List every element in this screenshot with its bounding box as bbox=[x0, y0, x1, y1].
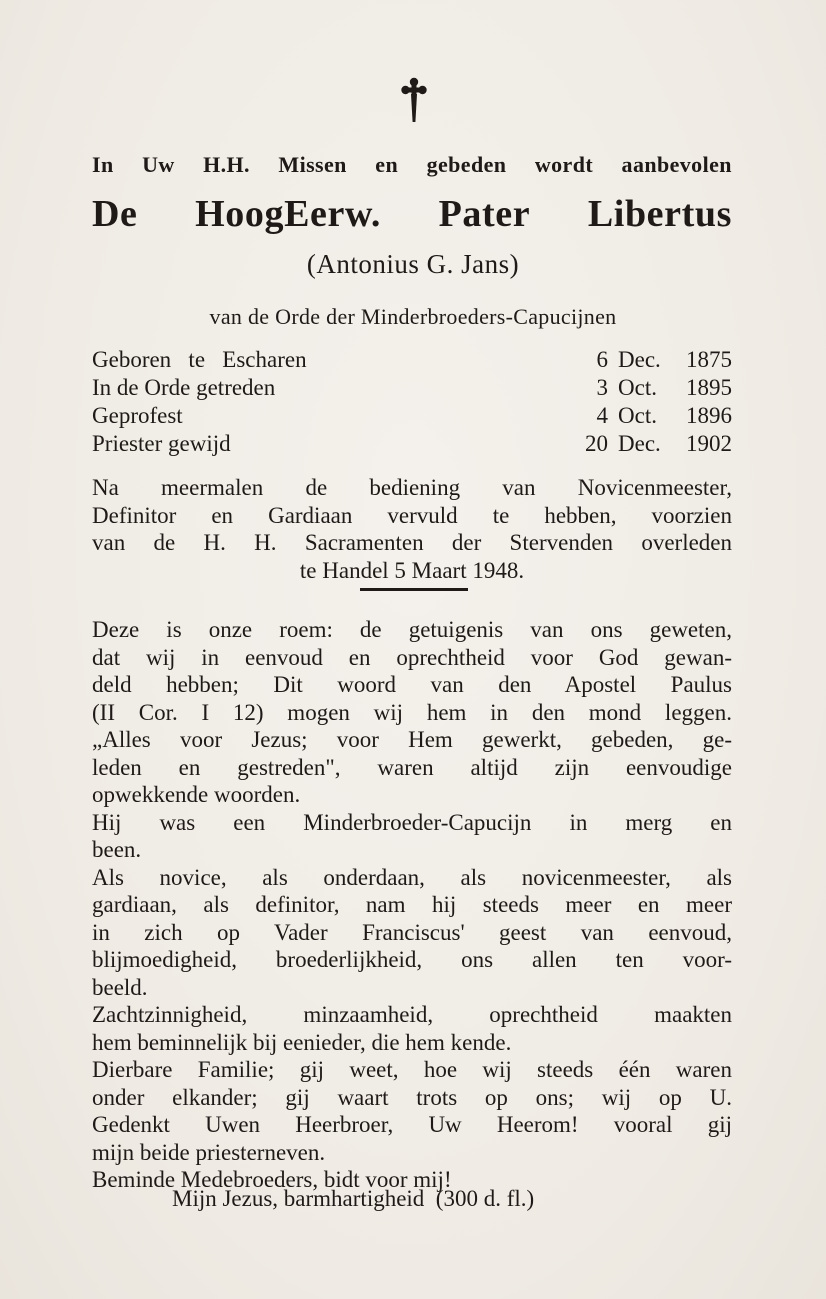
divider-rule bbox=[360, 588, 468, 591]
cross-icon bbox=[397, 76, 431, 126]
date-row bbox=[92, 430, 732, 458]
civil-name: (Antonius G. Jans) bbox=[306, 249, 520, 279]
date-row bbox=[92, 374, 732, 402]
text-line: dat wij in eenvoud en oprechtheid voor God gewan- bbox=[92, 644, 732, 670]
name-word: HoogEerw. bbox=[195, 193, 382, 235]
text-line: „Alles voor Jezus; voor Hem gewerkt, gebeden, ge- bbox=[92, 727, 732, 752]
date-event: Geprofest bbox=[92, 403, 183, 428]
text-line: Dierbare Familie; gij weet, hoe wij steeds één waren bbox=[92, 1057, 732, 1082]
intro-line bbox=[92, 152, 732, 178]
text-line: gardiaan, als definitor, nam hij steeds meer en meer bbox=[92, 892, 732, 917]
date-day: 20 bbox=[585, 431, 608, 456]
date-day: 4 bbox=[596, 403, 608, 428]
text-line: Deze is onze roem: de getuigenis van ons geweten, bbox=[92, 617, 732, 642]
intro-word: H.H. bbox=[203, 152, 250, 177]
date-day: 6 bbox=[596, 347, 608, 372]
intro-word: gebeden bbox=[426, 152, 507, 177]
text-line: opwekkende woorden. bbox=[92, 782, 301, 807]
text-line: hem beminnelijk bij eenieder, die hem kende. bbox=[92, 1029, 512, 1055]
eulogy-body bbox=[92, 616, 732, 1194]
intro-word: en bbox=[375, 152, 399, 177]
text-line: deld hebben; Dit woord van den Apostel Paulus bbox=[92, 672, 732, 697]
date-month: Dec. bbox=[618, 347, 661, 372]
text-line: Zachtzinnigheid, minzaamheid, oprechtheid maakten bbox=[92, 1002, 732, 1027]
text-line: Als novice, als onderdaan, als novicenmeester, als bbox=[92, 864, 732, 890]
name-word: Pater bbox=[438, 193, 531, 235]
name-word: Libertus bbox=[587, 193, 732, 235]
text-line: in zich op Vader Franciscus' geest van eenvoud, bbox=[92, 919, 732, 945]
death-paragraph bbox=[92, 474, 732, 584]
text-line: Hij was een Minderbroeder-Capucijn in merg en bbox=[92, 809, 732, 835]
date-month: Oct. bbox=[618, 403, 657, 428]
intro-word: aanbevolen bbox=[621, 152, 732, 177]
date-year: 1875 bbox=[686, 347, 732, 372]
text-line: Na meermalen de bediening van Novicenmeester, bbox=[92, 475, 732, 500]
date-day: 3 bbox=[596, 375, 608, 400]
text-line: van de H. H. Sacramenten der Stervenden overleden bbox=[92, 530, 732, 555]
text-line: been. bbox=[92, 837, 142, 862]
date-row bbox=[92, 402, 732, 430]
text-line: (II Cor. I 12) mogen wij hem in den mond leggen. bbox=[92, 699, 732, 725]
dates-table bbox=[92, 346, 732, 458]
indulgence-prayer: Mijn Jezus, barmhartigheid (300 d. fl.) bbox=[172, 1186, 535, 1211]
text-line: Definitor en Gardiaan vervuld te hebben, voorzien bbox=[92, 502, 732, 528]
text-line: Beminde Medebroeders, bidt voor mij! bbox=[92, 1167, 452, 1192]
text-line: mijn beide priesterneven. bbox=[92, 1139, 326, 1165]
text-line: leden en gestreden", waren altijd zijn eenvoudige bbox=[92, 754, 732, 780]
date-year: 1895 bbox=[686, 375, 732, 400]
date-event: In de Orde getreden bbox=[92, 375, 276, 400]
text-line: onder elkander; gij waart trots op ons; wij op U. bbox=[92, 1084, 732, 1110]
date-event: Priester gewijd bbox=[92, 431, 231, 456]
text-line: beeld. bbox=[92, 974, 148, 1000]
date-row bbox=[92, 346, 732, 374]
deceased-name bbox=[92, 192, 732, 236]
date-year: 1902 bbox=[686, 431, 732, 456]
text-line: blijmoedigheid, broederlijkheid, ons allen ten voor- bbox=[92, 947, 732, 972]
intro-word: In bbox=[92, 152, 114, 177]
religious-order: van de Orde der Minderbroeders-Capucijnen bbox=[209, 304, 617, 329]
date-event: Geboren te Escharen bbox=[92, 347, 307, 372]
date-month: Dec. bbox=[618, 431, 661, 456]
text-line: Gedenkt Uwen Heerbroer, Uw Heerom! vooral gij bbox=[92, 1112, 732, 1137]
name-word: De bbox=[92, 193, 138, 235]
intro-word: wordt bbox=[534, 152, 594, 177]
date-month: Oct. bbox=[618, 375, 657, 400]
intro-word: Missen bbox=[278, 152, 347, 177]
intro-word: Uw bbox=[142, 152, 175, 177]
date-year: 1896 bbox=[686, 403, 732, 428]
text-line: te Handel 5 Maart 1948. bbox=[299, 557, 525, 583]
